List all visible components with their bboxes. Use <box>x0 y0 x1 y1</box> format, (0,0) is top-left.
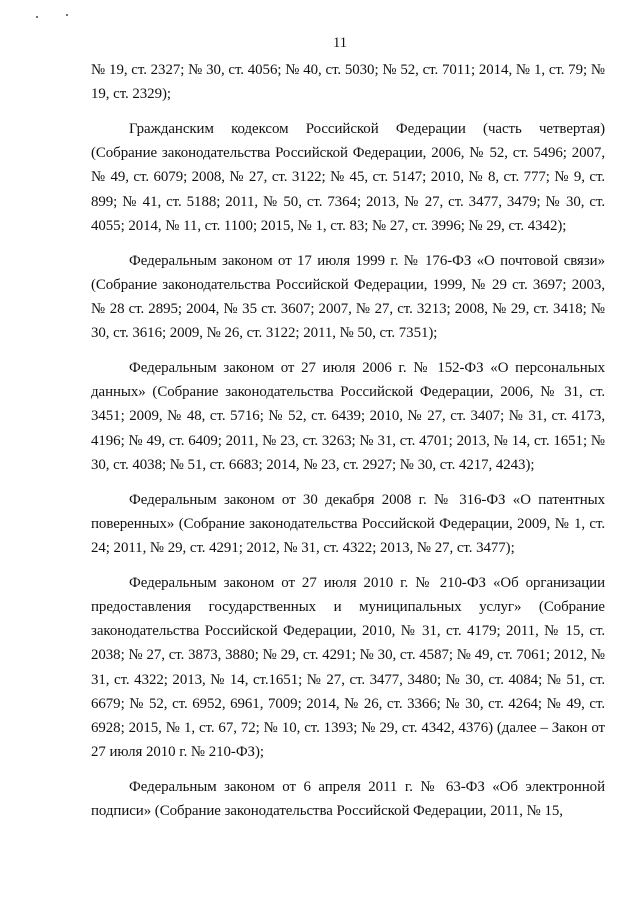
scan-speck <box>66 14 68 16</box>
scan-specks <box>36 12 76 24</box>
paragraph-law-patent-attorneys: Федеральным законом от 30 декабря 2008 г. № 316-ФЗ «О патентных поверенных» (Собрание законодательства Российской Федерации, 2009, № 1, ст. 24; 2011, № 29, ст. 4291; 2012, № 31, ст. 4322; 2013, № 27, ст. 3477); <box>91 491 605 557</box>
paragraph-civil-code: Гражданским кодексом Российской Федерации (часть четвертая) (Собрание законодательства Российской Федерации, 2006, № 52, ст. 5496; 2007, № 49, ст. 6079; 2008, № 27, ст. 3122; № 45, ст. 5147; 2010, № 8, ст. 777; № 9, ст. 899; № 41, ст. 5188; 2011, № 50, ст. 7364; 2013, № 27, ст. 3477, 3479; № 30, ст. 4055; 2014, № 11, ст. 1100; 2015, № 1, ст. 83; № 27, ст. 3996; № 29, ст. 4342); <box>91 121 605 234</box>
page-number: 11 <box>333 35 347 51</box>
scan-speck <box>36 16 38 18</box>
paragraph-law-electronic-signature: Федеральным законом от 6 апреля 2011 г. № 63-ФЗ «Об электронной подписи» (Собрание законодательства Российской Федерации, 2011, № 15, <box>91 779 605 820</box>
paragraph-law-state-services: Федеральным законом от 27 июля 2010 г. № 210-ФЗ «Об организации предоставления государственных и муниципальных услуг» (Собрание законодательства Российской Федерации, 2010, № 31, ст. 4179; 2011, № 15, ст. 2038; № 27, ст. 3873, 3880; № 29, ст. 4291; № 30, ст. 4587; № 49, ст. 7061; 2012, № 31, ст. 4322; 2013, № 14, ст.1651; № 27, ст. 3477, 3480; № 30, ст. 4084; № 51, ст. 6679; № 52, ст. 6952, 6961, 7009; 2014, № 26, ст. 3366; № 30, ст. 4264; № 49, ст. 6928; 2015, № 1, ст. 67, 72; № 10, ст. 1393; № 29, ст. 4342, 4376) (далее – Закон от 27 июля 2010 г. № 210-ФЗ); <box>91 574 605 761</box>
paragraph-continuation: № 19, ст. 2327; № 30, ст. 4056; № 40, ст. 5030; № 52, ст. 7011; 2014, № 1, ст. 79; № 19, ст. 2329); <box>91 62 605 103</box>
paragraph-law-personal-data: Федеральным законом от 27 июля 2006 г. № 152-ФЗ «О персональных данных» (Собрание законодательства Российской Федерации, 2006, № 31, ст. 3451; 2009, № 48, ст. 5716; № 52, ст. 6439; 2010, № 27, ст. 3407; № 31, ст. 4173, 4196; № 49, ст. 6409; 2011, № 23, ст. 3263; № 31, ст. 4701; 2013, № 14, ст. 1651; № 30, ст. 4038; № 51, ст. 6683; 2014, № 23, ст. 2927; № 30, ст. 4217, 4243); <box>91 360 605 473</box>
paragraph-law-postal: Федеральным законом от 17 июля 1999 г. № 176-ФЗ «О почтовой связи» (Собрание законодательства Российской Федерации, 1999, № 29 ст. 3697; 2003, № 28 ст. 2895; 2004, № 35 ст. 3607; 2007, № 27, ст. 3213; 2008, № 29, ст. 3418; № 30, ст. 3616; 2009, № 26, ст. 3122; 2011, № 50, ст. 7351); <box>91 252 605 342</box>
document-body <box>91 58 605 834</box>
